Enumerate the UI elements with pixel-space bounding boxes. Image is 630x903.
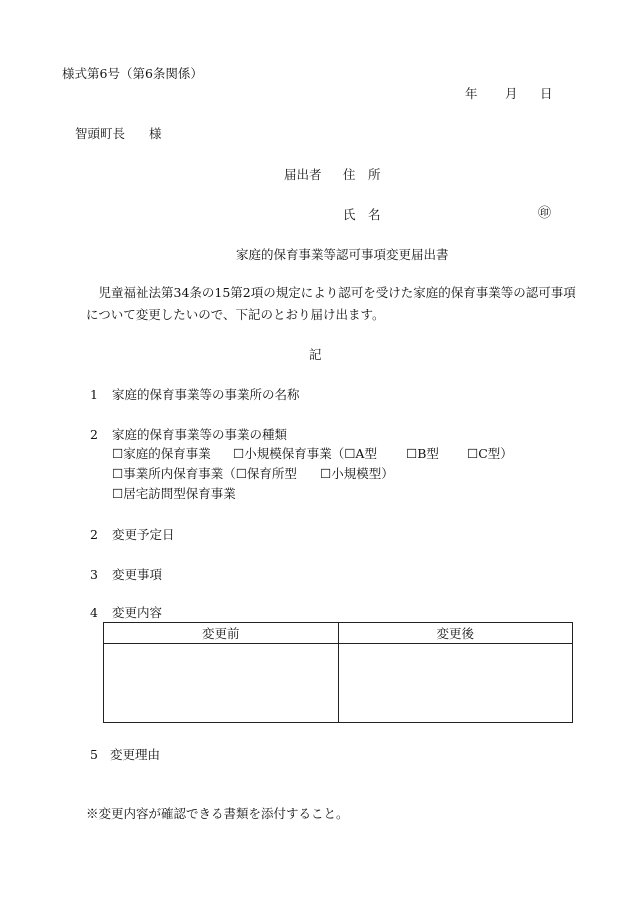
ki-heading: 記 [309, 347, 322, 362]
type-option-kateiteki: ☐家庭的保育事業 [112, 446, 211, 461]
type-option-c: ☐C型） [467, 446, 513, 461]
after-cell[interactable] [338, 644, 573, 723]
seal-mark: ㊞ [538, 206, 552, 221]
item-label: 家庭的保育事業等の事業の種類 [112, 427, 288, 442]
document-title: 家庭的保育事業等認可事項変更届出書 [236, 247, 449, 262]
change-table [103, 622, 573, 723]
item-label: 変更内容 [112, 605, 163, 620]
item-number: 2 [90, 427, 98, 442]
item-label: 変更理由 [110, 747, 161, 762]
item-number: 1 [90, 387, 98, 402]
type-option-kyotaku: ☐居宅訪問型保育事業 [112, 486, 236, 501]
item-number: 2 [90, 527, 98, 542]
intro-paragraph: 児童福祉法第34条の15第2項の規定により認可を受けた家庭的保育事業等の認可事項について変更したいので、下記のとおり届け出ます。 [86, 285, 576, 322]
form-number: 様式第6号（第6条関係） [62, 66, 203, 81]
table-row [104, 644, 573, 723]
name-label: 氏 名 [343, 207, 381, 222]
item-label: 変更予定日 [112, 527, 175, 542]
addressee-name: 智頭町長 [75, 126, 126, 141]
column-header-after: 変更後 [338, 623, 573, 644]
column-header-before: 変更前 [104, 623, 339, 644]
table-header-row [104, 623, 573, 644]
type-option-jigyosho: ☐事業所内保育事業（☐保育所型 [112, 466, 297, 481]
addressee-honorific: 様 [149, 126, 162, 141]
date-year-label: 年 [465, 86, 478, 101]
type-option-shokibo-gata: ☐小規模型） [320, 466, 394, 481]
item-number: 3 [90, 567, 98, 582]
before-cell[interactable] [104, 644, 339, 723]
item-label: 変更事項 [112, 567, 163, 582]
item-number: 4 [90, 605, 98, 620]
item-number: 5 [90, 747, 98, 762]
date-day-label: 日 [540, 86, 553, 101]
address-label: 住 所 [343, 167, 381, 182]
item-label: 家庭的保育事業等の事業所の名称 [112, 387, 300, 402]
attachment-note: ※変更内容が確認できる書類を添付すること。 [86, 806, 349, 821]
submitter-label: 届出者 [284, 167, 322, 182]
type-option-b: ☐B型 [406, 446, 439, 461]
type-option-shokibo: ☐小規模保育事業（☐A型 [233, 446, 377, 461]
date-month-label: 月 [505, 86, 518, 101]
